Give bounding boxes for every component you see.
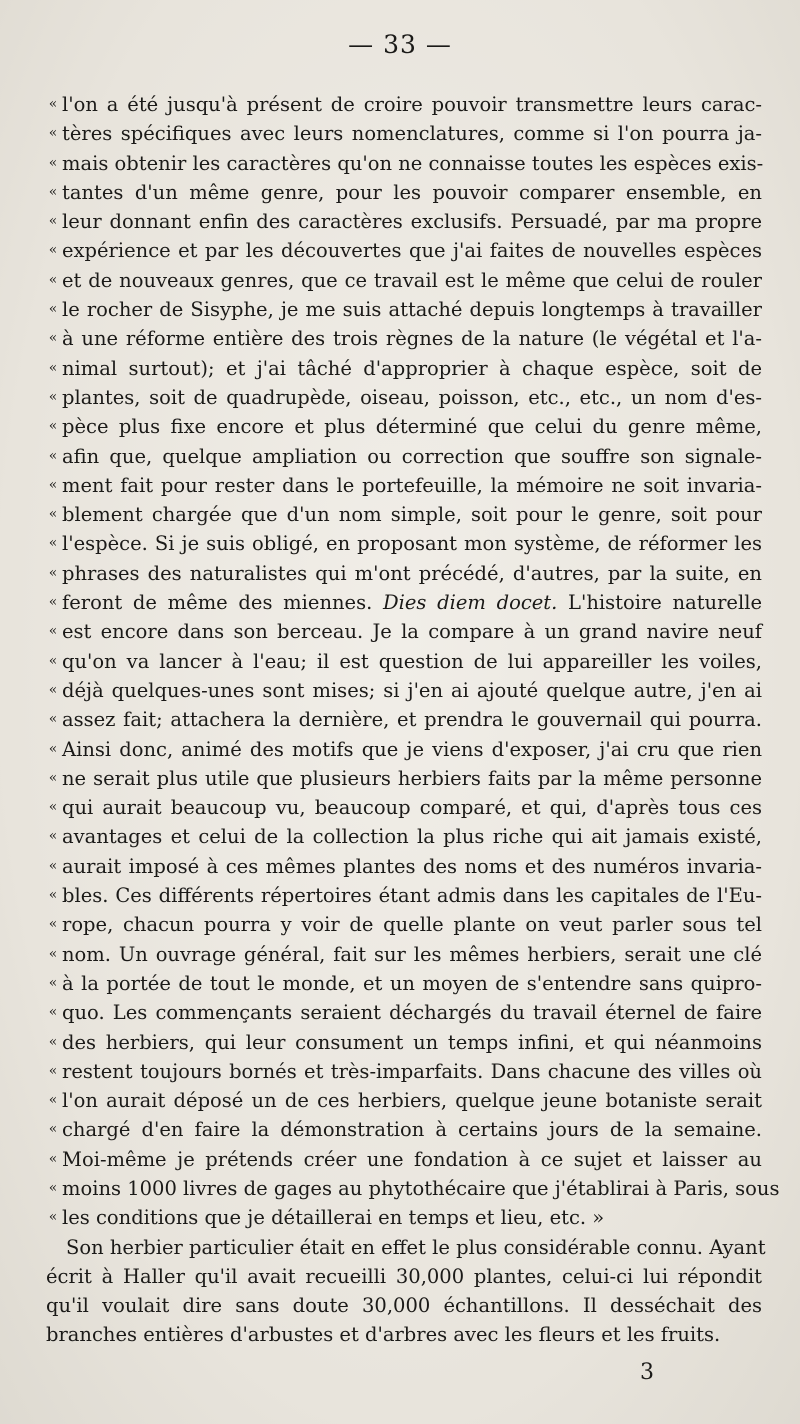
text-line (46, 442, 762, 471)
text-line (46, 1291, 762, 1320)
italic-phrase: Dies diem docet. (383, 591, 558, 615)
text-line (46, 793, 762, 822)
text-line (46, 559, 762, 588)
quote-mark: « (48, 652, 58, 669)
text-line (46, 500, 762, 529)
text-line (46, 1174, 780, 1203)
quote-mark: « (48, 242, 58, 259)
quote-mark: « (48, 1092, 58, 1109)
quote-mark: « (48, 418, 58, 435)
text-line (46, 969, 762, 998)
text-line (46, 676, 762, 705)
quote-mark: « (48, 769, 58, 786)
line-text: feront de même des miennes. Dies diem docet. L'histoire naturelle (62, 591, 762, 615)
text-line (46, 910, 762, 939)
line-text: tères spécifiques avec leurs nomenclatures, comme si l'on pourra ja- (62, 122, 762, 146)
quote-mark: « (48, 945, 58, 962)
line-text: rope, chacun pourra y voir de quelle plante on veut parler sous tel (62, 913, 762, 937)
quote-mark: « (48, 887, 58, 904)
quote-mark: « (48, 564, 58, 581)
quote-mark: « (48, 623, 58, 640)
text-line (46, 119, 762, 148)
text-line (46, 822, 762, 851)
line-text: afin que, quelque ampliation ou correction que souffre son signale- (62, 444, 762, 468)
text-line (46, 236, 762, 265)
line-text: ne serait plus utile que plusieurs herbiers faits par la même personne (62, 766, 762, 790)
line-text: qu'il voulait dire sans doute 30,000 échantillons. Il desséchait des (46, 1294, 762, 1318)
text-line (46, 1057, 762, 1086)
text-line (46, 178, 762, 207)
line-text: des herbiers, qui leur consument un temps infini, et qui néanmoins (62, 1030, 762, 1054)
line-text: nom. Un ouvrage général, fait sur les mêmes herbiers, serait une clé (62, 942, 762, 966)
quote-mark: « (48, 535, 58, 552)
quote-mark: « (48, 1004, 58, 1021)
text-line (46, 149, 762, 178)
text-line (46, 881, 762, 910)
text-line (46, 1203, 762, 1232)
text-line (46, 1320, 762, 1349)
quote-mark: « (48, 799, 58, 816)
text-line (46, 852, 762, 881)
line-text: quo. Les commençants seraient déchargés du travail éternel de faire (62, 1001, 762, 1025)
text-line (46, 1028, 762, 1057)
line-text: blement chargée que d'un nom simple, soit pour le genre, soit pour (62, 503, 762, 527)
line-text: le rocher de Sisyphe, je me suis attaché depuis longtemps à travailler (62, 298, 762, 322)
line-text: à la portée de tout le monde, et un moyen de s'entendre sans quipro- (62, 971, 762, 995)
line-text: leur donnant enfin des caractères exclusifs. Persuadé, par ma propre (62, 210, 762, 234)
line-text: bles. Ces différents répertoires étant admis dans les capitales de l'Eu- (62, 884, 762, 908)
text-line (46, 266, 762, 295)
line-text: tantes d'un même genre, pour les pouvoir comparer ensemble, en (62, 180, 762, 204)
body-text (46, 90, 780, 1350)
text-line (46, 617, 762, 646)
quote-mark: « (48, 1150, 58, 1167)
signature-mark: 3 (640, 1360, 654, 1385)
page-number: — 33 — (348, 30, 452, 59)
quote-mark: « (48, 388, 58, 405)
text-line (46, 735, 762, 764)
quote-mark: « (48, 330, 58, 347)
line-text: qui aurait beaucoup vu, beaucoup comparé, et qui, d'après tous ces (62, 796, 762, 820)
quote-mark: « (48, 1062, 58, 1079)
line-text: assez fait; attachera la dernière, et prendra le gouvernail qui pourra. (62, 708, 762, 732)
line-text: Ainsi donc, animé des motifs que je viens d'exposer, j'ai cru que rien (62, 737, 762, 761)
line-text: déjà quelques-unes sont mises; si j'en ai ajouté quelque autre, j'en ai (62, 678, 762, 702)
text-line (46, 764, 762, 793)
quote-mark: « (48, 359, 58, 376)
quote-mark: « (48, 974, 58, 991)
line-text: pèce plus fixe encore et plus déterminé que celui du genre même, (62, 415, 762, 439)
line-text: ment fait pour rester dans le portefeuille, la mémoire ne soit invaria- (62, 473, 762, 497)
quote-mark: « (48, 183, 58, 200)
text-line (46, 471, 762, 500)
text-line (46, 295, 762, 324)
text-line (46, 705, 762, 734)
quote-mark: « (48, 740, 58, 757)
line-text: nimal surtout); et j'ai tâché d'approprier à chaque espèce, soit de (62, 356, 762, 380)
quote-mark: « (48, 857, 58, 874)
quote-mark: « (48, 1121, 58, 1138)
line-text: et de nouveaux genres, que ce travail est le même que celui de rouler (62, 268, 762, 292)
text-line (46, 1145, 762, 1174)
line-text: plantes, soit de quadrupède, oiseau, poisson, etc., etc., un nom d'es- (62, 385, 762, 409)
line-text: l'on a été jusqu'à présent de croire pouvoir transmettre leurs carac- (62, 93, 762, 116)
quote-mark: « (48, 213, 58, 230)
line-text: mais obtenir les caractères qu'on ne connaisse toutes les espèces exis- (62, 151, 764, 175)
text-line (46, 529, 762, 558)
text-line (46, 383, 762, 412)
line-text: Moi-même je prétends créer une fondation à ce sujet et laisser au (62, 1147, 762, 1171)
line-text: Son herbier particulier était en effet le plus considérable connu. Ayant (66, 1235, 766, 1259)
quote-mark: « (48, 476, 58, 493)
line-text: qu'on va lancer à l'eau; il est question de lui appareiller les voiles, (62, 649, 762, 673)
line-text: avantages et celui de la collection la plus riche qui ait jamais existé, (62, 825, 762, 849)
line-text: est encore dans son berceau. Je la compare à un grand navire neuf (62, 620, 762, 644)
line-text: l'espèce. Si je suis obligé, en proposant mon système, de réformer les (62, 532, 762, 556)
quote-mark: « (48, 711, 58, 728)
text-line (46, 647, 762, 676)
text-line (46, 354, 762, 383)
text-line (46, 1086, 762, 1115)
text-line (46, 998, 762, 1027)
text-line (46, 1233, 766, 1262)
quote-mark: « (48, 1179, 58, 1196)
text-line (46, 1115, 762, 1144)
quote-mark: « (48, 154, 58, 171)
quote-mark: « (48, 301, 58, 318)
text-line (46, 324, 762, 353)
quote-mark: « (48, 447, 58, 464)
line-text: expérience et par les découvertes que j'ai faites de nouvelles espèces (62, 239, 762, 263)
text-line (46, 588, 762, 617)
line-text: restent toujours bornés et très-imparfaits. Dans chacune des villes où (62, 1059, 762, 1083)
quote-mark: « (48, 506, 58, 523)
line-text: à une réforme entière des trois règnes de la nature (le végétal et l'a- (62, 327, 762, 351)
quote-mark: « (48, 594, 58, 611)
quote-mark: « (48, 125, 58, 142)
text-line (46, 412, 762, 441)
text-line (46, 940, 762, 969)
line-text: phrases des naturalistes qui m'ont précédé, d'autres, par la suite, en (62, 561, 762, 585)
text-line (46, 1262, 762, 1291)
quote-mark: « (48, 1033, 58, 1050)
line-text: branches entières d'arbustes et d'arbres avec les fleurs et les fruits. (46, 1323, 721, 1347)
line-text: chargé d'en faire la démonstration à certains jours de la semaine. (62, 1118, 762, 1142)
quote-mark: « (48, 96, 58, 112)
line-text: écrit à Haller qu'il avait recueilli 30,000 plantes, celui-ci lui répondit (46, 1264, 762, 1288)
text-line (46, 207, 762, 236)
quote-mark: « (48, 271, 58, 288)
quote-mark: « (48, 916, 58, 933)
quote-mark: « (48, 1209, 58, 1226)
quote-mark: « (48, 828, 58, 845)
line-text: aurait imposé à ces mêmes plantes des noms et des numéros invaria- (62, 854, 762, 878)
text-line (46, 90, 762, 119)
line-text: moins 1000 livres de gages au phytothécaire que j'établirai à Paris, sous (62, 1176, 780, 1200)
line-text: les conditions que je détaillerai en temps et lieu, etc. » (62, 1206, 605, 1230)
quote-mark: « (48, 681, 58, 698)
line-text: l'on aurait déposé un de ces herbiers, quelque jeune botaniste serait (62, 1089, 762, 1113)
